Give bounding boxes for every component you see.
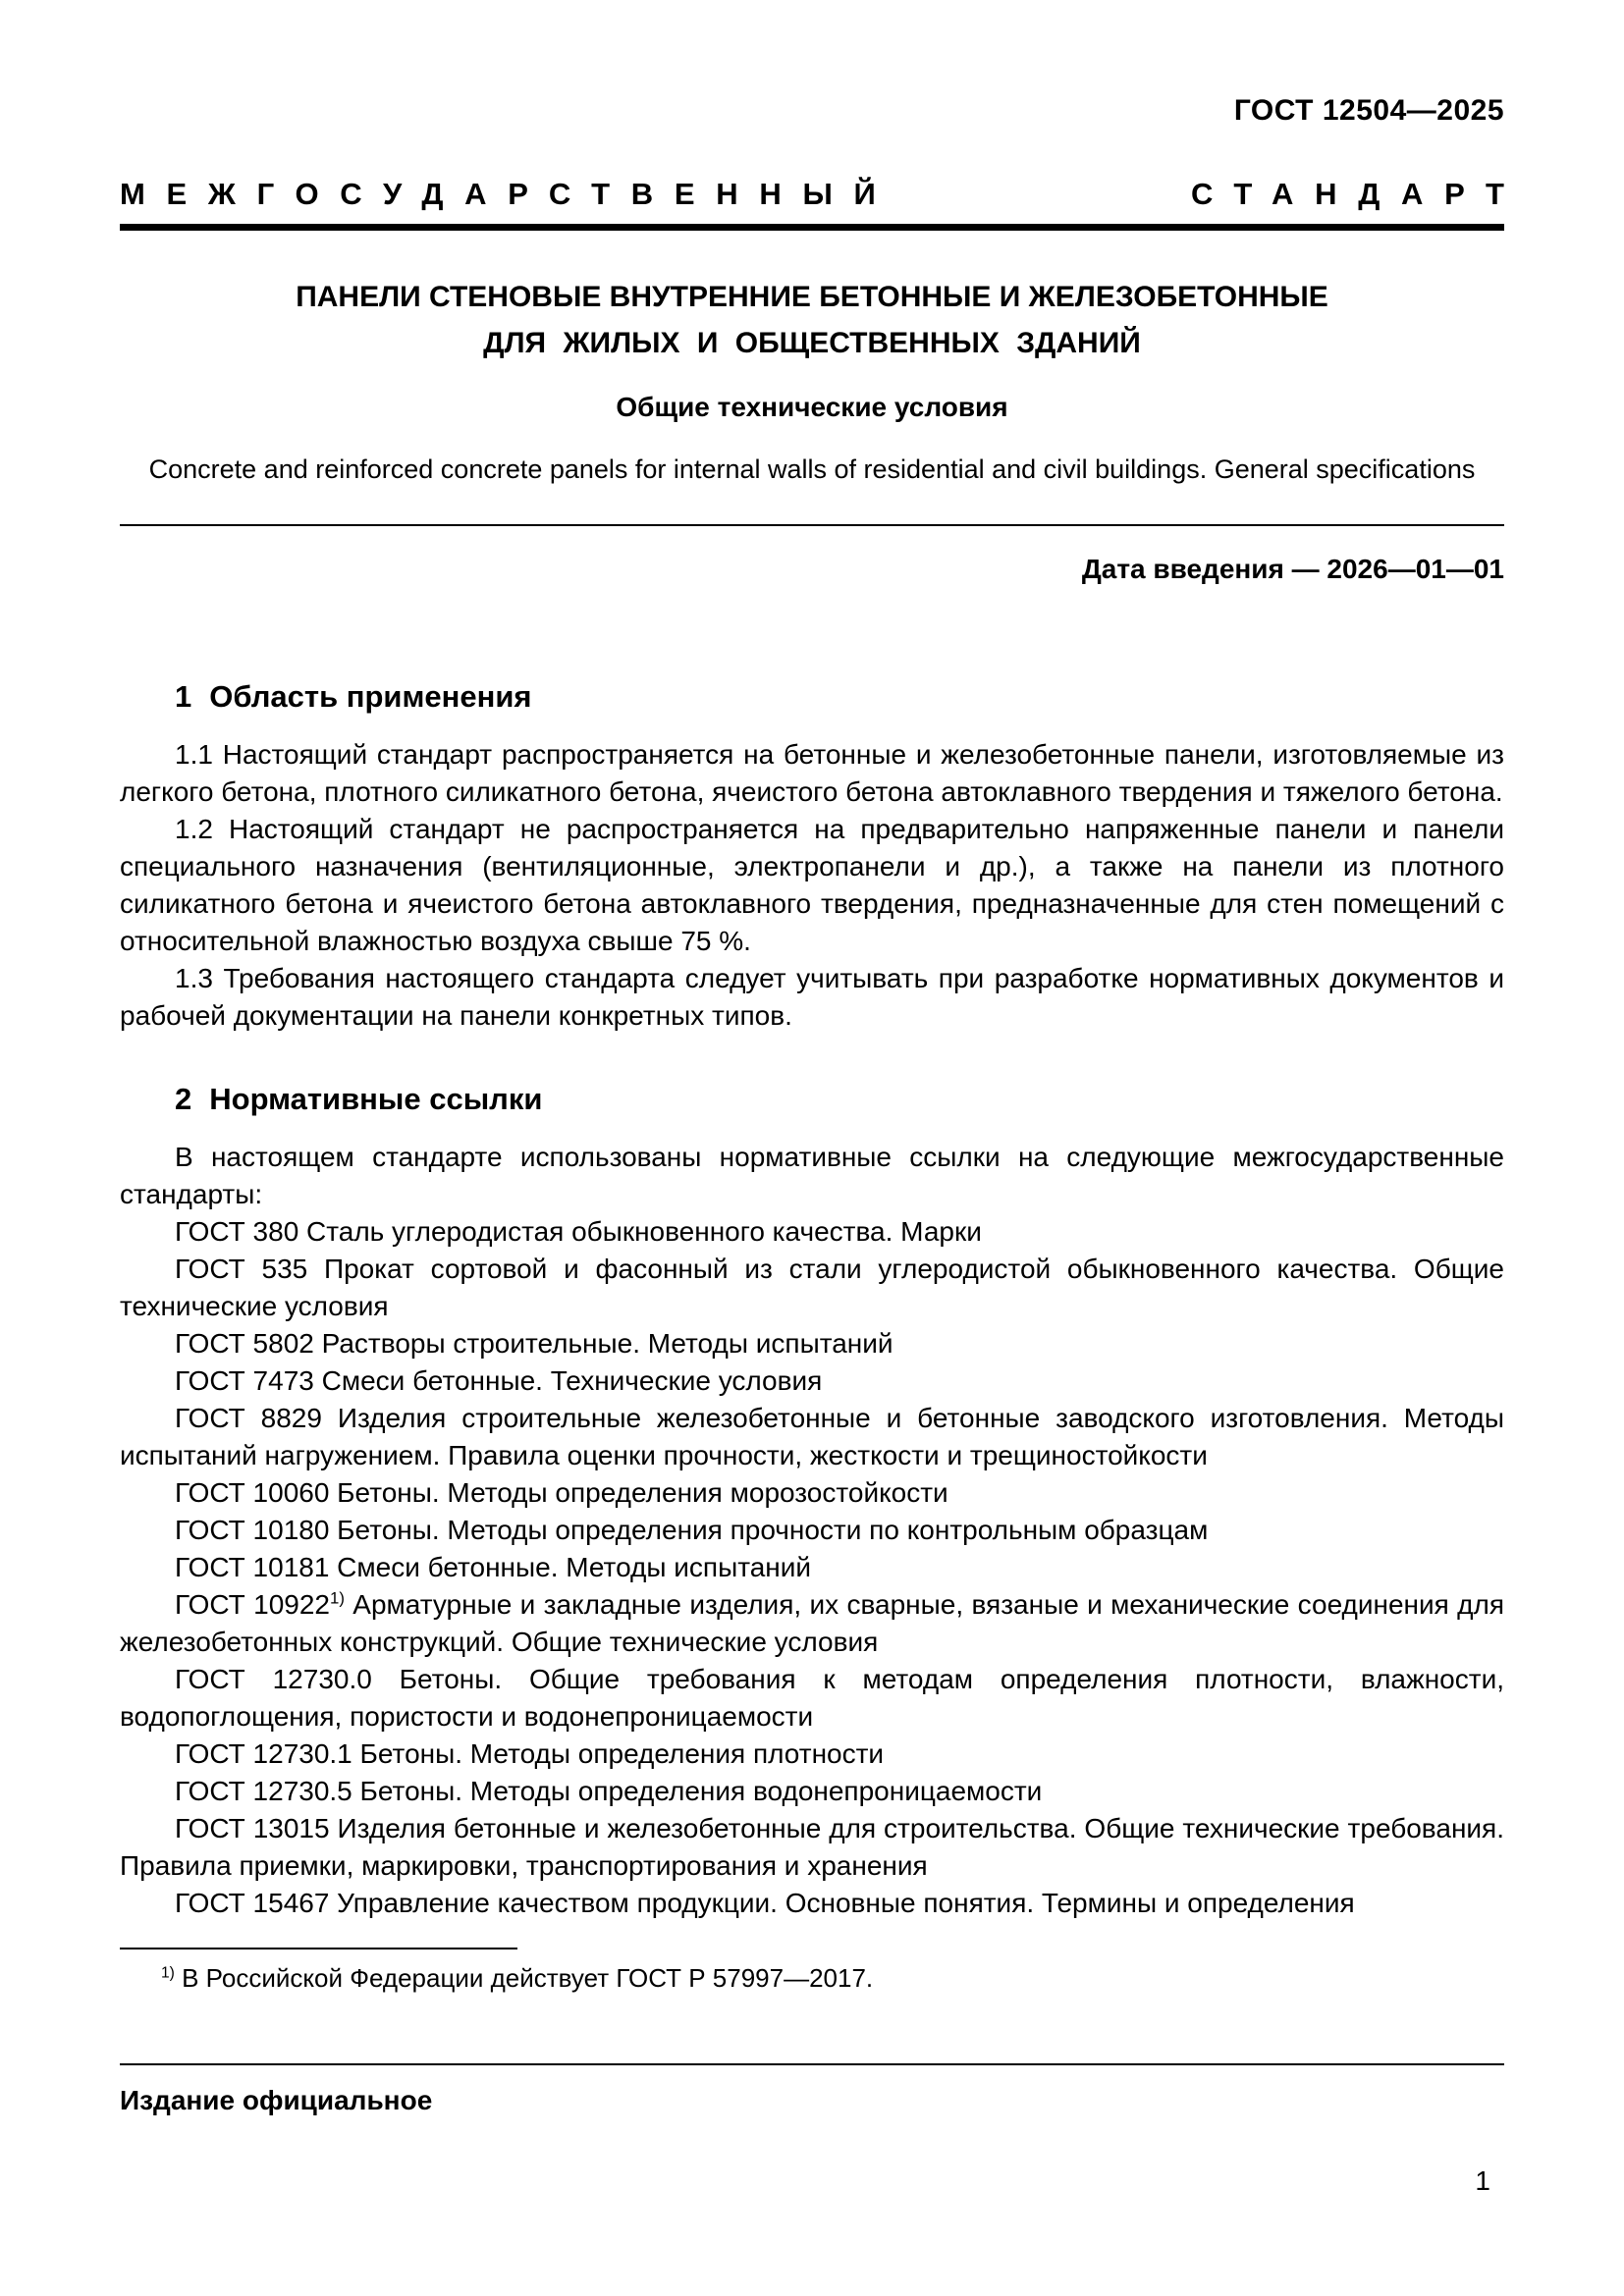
reference-text: ГОСТ 10060 Бетоны. Методы определения морозостойкости: [175, 1477, 948, 1508]
footnote-text: [120, 1961, 1504, 1995]
reference-item: [120, 1213, 1504, 1251]
document-subtitle: Общие технические условия: [616, 392, 1008, 422]
paragraph-1-1: 1.1 Настоящий стандарт распространяется на бетонные и железобетонные панели, изготовляемые из легкого бетона, плотного силикатного бетона, ячеистого бетона автоклавного твердения и тяжелого бетона.: [120, 739, 1504, 807]
reference-item: [120, 1251, 1504, 1325]
reference-item: [120, 1325, 1504, 1362]
document-title-english: Concrete and reinforced concrete panels for internal walls of residential and civil buildings. General specifications: [148, 454, 1476, 484]
reference-text: ГОСТ 10181 Смеси бетонные. Методы испытаний: [175, 1552, 812, 1582]
reference-text: ГОСТ 12730.5 Бетоны. Методы определения водонепроницаемости: [175, 1776, 1043, 1806]
reference-item: [120, 1661, 1504, 1735]
standard-designation: ГОСТ 12504—2025: [1233, 94, 1504, 127]
document-title: [120, 274, 1504, 366]
header-rule: [120, 224, 1504, 231]
reference-item: [120, 1885, 1504, 1922]
reference-text: ГОСТ 13015 Изделия бетонные и железобетонные для строительства. Общие технические требования. Правила приемки, маркировки, транспортирования и хранения: [120, 1813, 1504, 1881]
reference-text: ГОСТ 380 Сталь углеродистая обыкновенного качества. Марки: [175, 1216, 982, 1247]
reference-text: ГОСТ 12730.0 Бетоны. Общие требования к методам определения плотности, влажности, водопоглощения, пористости и водонепроницаемости: [120, 1664, 1504, 1732]
section-1-number: 1: [175, 679, 192, 714]
section-2-number: 2: [175, 1082, 192, 1116]
page-number: 1: [1475, 2165, 1490, 2196]
footnote-block: [120, 1948, 1504, 1995]
introduction-date: Дата введения — 2026—01—01: [1081, 554, 1504, 584]
reference-item: [120, 1586, 1504, 1661]
reference-item: [120, 1735, 1504, 1773]
standard-type-word-1: МЕЖГОСУДАРСТВЕННЫЙ: [120, 177, 897, 211]
section-1-title: Область применения: [209, 679, 532, 714]
reference-text-cont: Арматурные и закладные изделия, их сварные, вязаные и механические соединения для железобетонных конструкций. Общие технические условия: [120, 1589, 1504, 1657]
footnote-rule: [120, 1948, 517, 1949]
reference-item: [120, 1400, 1504, 1474]
standard-type-heading: [120, 177, 1526, 212]
standard-type-word-2: СТАНДАРТ: [1191, 177, 1526, 211]
title-line-1: ПАНЕЛИ СТЕНОВЫЕ ВНУТРЕННИЕ БЕТОННЫЕ И ЖЕЛЕЗОБЕТОННЫЕ: [296, 281, 1328, 313]
paragraph-1-3: 1.3 Требования настоящего стандарта следует учитывать при разработке нормативных документов и рабочей документации на панели конкретных типов.: [120, 963, 1504, 1031]
reference-item: [120, 1549, 1504, 1586]
reference-text: ГОСТ 5802 Растворы строительные. Методы испытаний: [175, 1328, 893, 1359]
reference-text: ГОСТ 7473 Смеси бетонные. Технические условия: [175, 1365, 823, 1396]
reference-text: ГОСТ 15467 Управление качеством продукции. Основные понятия. Термины и определения: [175, 1888, 1355, 1918]
reference-item: [120, 1512, 1504, 1549]
section-2-heading: [120, 1082, 1504, 1117]
section-2-title: Нормативные ссылки: [209, 1082, 543, 1116]
reference-item: [120, 1474, 1504, 1512]
footer-rule: [120, 2063, 1504, 2065]
reference-footnote-marker: 1): [329, 1588, 345, 1608]
reference-item: [120, 1362, 1504, 1400]
edition-note: Издание официальное: [120, 2085, 433, 2115]
reference-item: [120, 1810, 1504, 1885]
reference-text: ГОСТ 12730.1 Бетоны. Методы определения плотности: [175, 1738, 885, 1769]
title-divider-rule: [120, 524, 1504, 526]
footnote-body: В Российской Федерации действует ГОСТ Р 57997—2017.: [174, 1963, 874, 1993]
reference-text: ГОСТ 10180 Бетоны. Методы определения прочности по контрольным образцам: [175, 1515, 1209, 1545]
section-2-intro: В настоящем стандарте использованы нормативные ссылки на следующие межгосударственные стандарты:: [120, 1142, 1504, 1209]
title-line-2: ДЛЯ ЖИЛЫХ И ОБЩЕСТВЕННЫХ ЗДАНИЙ: [483, 327, 1141, 359]
paragraph-1-2: 1.2 Настоящий стандарт не распространяется на предварительно напряженные панели и панели специального назначения (вентиляционные, электропанели и др.), а также на панели из плотного силикатного бетона и ячеистого бетона автоклавного твердения, предназначенные для стен помещений с относительной влажностью воздуха свыше 75 %.: [120, 814, 1504, 956]
reference-text: ГОСТ 10922: [175, 1589, 330, 1620]
footnote-marker: 1): [161, 1964, 175, 1982]
reference-text: ГОСТ 535 Прокат сортовой и фасонный из стали углеродистой обыкновенного качества. Общие технические условия: [120, 1254, 1504, 1321]
reference-item: [120, 1773, 1504, 1810]
reference-text: ГОСТ 8829 Изделия строительные железобетонные и бетонные заводского изготовления. Методы испытаний нагружением. Правила оценки прочности, жесткости и трещиностойкости: [120, 1403, 1504, 1470]
section-1-heading: [120, 679, 1504, 715]
